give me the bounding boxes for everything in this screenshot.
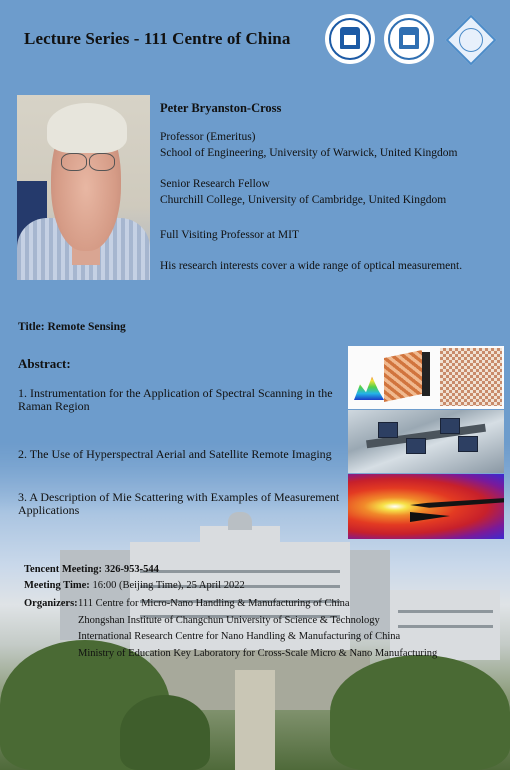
solar-panel — [378, 422, 398, 438]
organizer-item: Ministry of Education Key Laboratory for Cross-Scale Micro & Nano Manufacturing — [78, 647, 438, 659]
role-3: Full Visiting Professor at MIT — [160, 229, 300, 241]
topic-3: 3. A Description of Mie Scattering with Examples of Measurement Applications — [18, 490, 340, 517]
glasses-right-icon — [89, 153, 115, 171]
organizer-item: Zhongshan Institute of Changchun University of Science & Technology — [78, 614, 380, 626]
role-1-title: Professor (Emeritus) — [160, 131, 256, 143]
speaker-name: Peter Bryanston-Cross — [160, 101, 282, 115]
speaker-photo — [17, 95, 150, 280]
hair — [47, 103, 127, 153]
talk-title: Title: Remote Sensing — [18, 321, 126, 333]
topic-1: 1. Instrumentation for the Application of Spectral Scanning in the Raman Region — [18, 386, 333, 413]
satellite-imaging-figure — [348, 410, 504, 473]
cnm-logo — [444, 13, 498, 67]
tree-cluster — [120, 695, 210, 770]
scatter-wake — [410, 512, 450, 522]
organizer-item: 111 Centre for Micro-Nano Handling & Manufacturing of China — [78, 598, 350, 609]
mie-scattering-figure — [348, 474, 504, 539]
building-tower — [200, 526, 280, 556]
logo-emblem-icon — [340, 27, 360, 49]
poster-title: Lecture Series - 111 Centre of China — [24, 29, 291, 48]
university-logo-2 — [384, 14, 434, 64]
airfoil-shape — [410, 498, 504, 512]
sample-grid — [384, 350, 422, 402]
meeting-time-row — [24, 578, 245, 594]
tencent-meeting-id: 326-953-544 — [104, 564, 159, 575]
cnm-circle-icon — [459, 28, 483, 52]
meeting-time-value: 16:00 (Beijing Time), 25 April 2022 — [92, 579, 245, 591]
solar-panel — [406, 438, 426, 454]
tencent-meeting-label: Tencent Meeting: — [24, 564, 103, 575]
tree-grove-right — [330, 655, 510, 770]
role-1 — [160, 129, 500, 161]
organizer-item: International Research Centre for Nano Handling & Manufacturing of China — [78, 631, 401, 642]
solar-panel — [440, 418, 460, 434]
abstract-label: Abstract: — [18, 356, 71, 371]
research-interests: His research interests cover a wide range of optical measurement. — [160, 260, 463, 272]
role-2 — [160, 176, 500, 208]
topic-2: 2. The Use of Hyperspectral Aerial and Satellite Remote Imaging — [18, 447, 332, 461]
organizers-label: Organizers: — [24, 598, 78, 609]
solar-panel — [458, 436, 478, 452]
speaker-bio — [160, 100, 500, 289]
organizers-list — [78, 596, 498, 662]
meeting-info — [24, 562, 245, 593]
glasses-left-icon — [61, 153, 87, 171]
central-path — [235, 670, 275, 770]
role-2-title: Senior Research Fellow — [160, 178, 270, 190]
pixel-mosaic — [440, 348, 502, 406]
university-logo-1 — [325, 14, 375, 64]
detector-screen — [422, 352, 430, 396]
role-1-org: School of Engineering, University of Warwick, United Kingdom — [160, 147, 458, 159]
raman-scanning-figure — [348, 346, 504, 409]
spectrum-plot — [354, 374, 384, 400]
logo-emblem-icon — [399, 27, 419, 49]
role-2-org: Churchill College, University of Cambridge, United Kingdom — [160, 194, 447, 206]
tencent-meeting-row — [24, 562, 245, 578]
meeting-time-label: Meeting Time: — [24, 579, 90, 591]
